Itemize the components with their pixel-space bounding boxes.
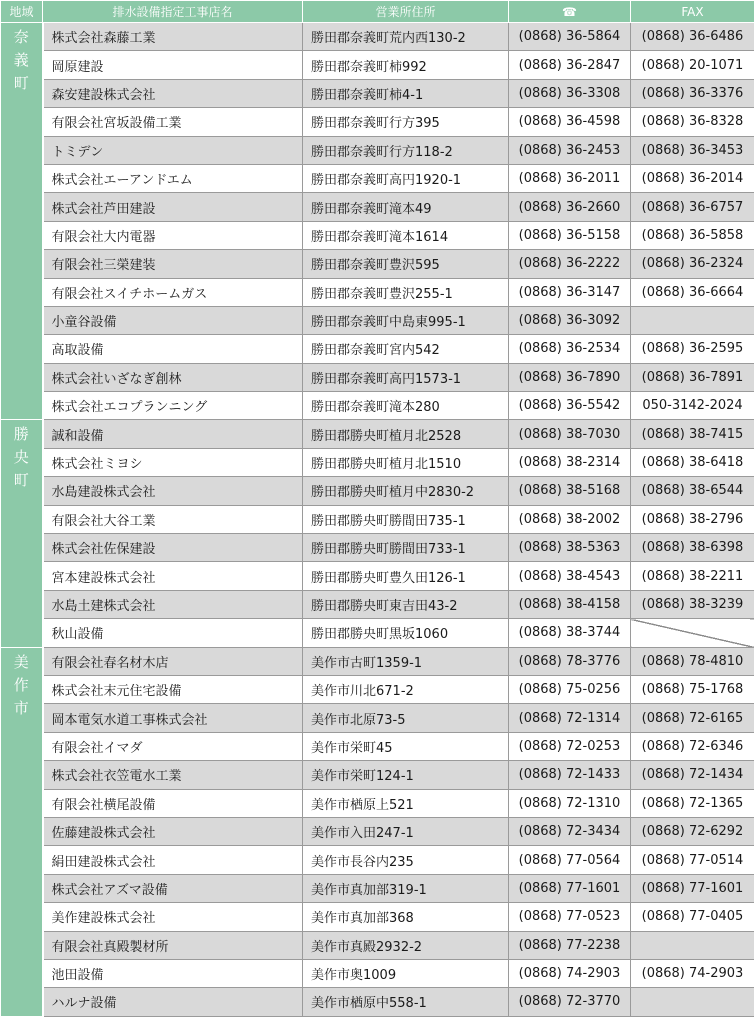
address-cell: 勝田郡奈義町行方395	[303, 108, 509, 136]
address-cell: 勝田郡奈義町高円1920-1	[303, 164, 509, 192]
address-cell: 勝田郡勝央町豊久田126-1	[303, 562, 509, 590]
company-name-cell: 誠和設備	[43, 420, 303, 448]
company-name-cell: 岡原建設	[43, 51, 303, 79]
region-cell	[1, 647, 43, 1016]
table-row	[1, 164, 754, 192]
address-cell: 勝田郡勝央町植月中2830-2	[303, 477, 509, 505]
company-name-cell: 森安建設株式会社	[43, 79, 303, 107]
phone-cell: (0868) 72-1310	[509, 789, 631, 817]
phone-cell: (0868) 77-2238	[509, 931, 631, 959]
table-row	[1, 562, 754, 590]
region-label: 美作市	[11, 653, 30, 723]
phone-cell: (0868) 36-2660	[509, 193, 631, 221]
table-row	[1, 619, 754, 647]
fax-cell: (0868) 38-2796	[631, 505, 754, 533]
company-name-cell: 株式会社エーアンドエム	[43, 164, 303, 192]
table-row	[1, 505, 754, 533]
address-cell: 勝田郡勝央町植月北1510	[303, 448, 509, 476]
address-cell: 勝田郡奈義町行方118-2	[303, 136, 509, 164]
region-header: 地域	[1, 1, 43, 23]
company-name-cell: 有限会社横尾設備	[43, 789, 303, 817]
company-name-cell: 岡本電気水道工事株式会社	[43, 704, 303, 732]
table-row	[1, 959, 754, 987]
company-name-cell: 小童谷設備	[43, 306, 303, 334]
fax-cell: (0868) 72-1434	[631, 761, 754, 789]
phone-cell: (0868) 36-2011	[509, 164, 631, 192]
phone-cell: (0868) 77-0564	[509, 846, 631, 874]
fax-cell: (0868) 77-0514	[631, 846, 754, 874]
table-row	[1, 704, 754, 732]
address-cell: 美作市楢原上521	[303, 789, 509, 817]
address-cell: 勝田郡勝央町勝間田733-1	[303, 534, 509, 562]
address-cell: 勝田郡勝央町東吉田43-2	[303, 590, 509, 618]
fax-cell: (0868) 36-3376	[631, 79, 754, 107]
address-cell: 美作市川北671-2	[303, 675, 509, 703]
phone-cell: (0868) 38-2314	[509, 448, 631, 476]
fax-cell: (0868) 77-0405	[631, 903, 754, 931]
region-cell	[1, 420, 43, 647]
address-header: 営業所住所	[303, 1, 509, 23]
table-row	[1, 903, 754, 931]
phone-cell: (0868) 72-3770	[509, 988, 631, 1016]
fax-cell: (0868) 36-2595	[631, 335, 754, 363]
fax-cell: (0868) 72-6165	[631, 704, 754, 732]
address-cell: 美作市長谷内235	[303, 846, 509, 874]
table-row	[1, 79, 754, 107]
address-cell: 勝田郡奈義町豊沢595	[303, 250, 509, 278]
company-name-cell: 株式会社衣笠電水工業	[43, 761, 303, 789]
phone-cell: (0868) 72-0253	[509, 732, 631, 760]
fax-cell-empty	[631, 931, 754, 959]
address-cell: 勝田郡奈義町高円1573-1	[303, 363, 509, 391]
phone-cell: (0868) 77-1601	[509, 874, 631, 902]
phone-cell: (0868) 38-7030	[509, 420, 631, 448]
table-row	[1, 590, 754, 618]
address-cell: 勝田郡奈義町滝本1614	[303, 221, 509, 249]
fax-cell: (0868) 38-3239	[631, 590, 754, 618]
address-cell: 美作市栄町45	[303, 732, 509, 760]
header-row	[1, 1, 754, 23]
company-name-cell: 株式会社ミヨシ	[43, 448, 303, 476]
fax-cell: (0868) 38-6398	[631, 534, 754, 562]
address-cell: 勝田郡奈義町滝本280	[303, 392, 509, 420]
region-cell	[1, 23, 43, 420]
fax-cell: (0868) 77-1601	[631, 874, 754, 902]
fax-cell: (0868) 36-8328	[631, 108, 754, 136]
phone-cell: (0868) 36-2222	[509, 250, 631, 278]
table-row	[1, 647, 754, 675]
phone-cell: (0868) 36-7890	[509, 363, 631, 391]
fax-cell: (0868) 38-6418	[631, 448, 754, 476]
table-body	[1, 23, 754, 1017]
company-name-cell: 有限会社大谷工業	[43, 505, 303, 533]
phone-cell: (0868) 36-5864	[509, 23, 631, 51]
address-cell: 美作市入田247-1	[303, 817, 509, 845]
address-cell: 勝田郡勝央町植月北2528	[303, 420, 509, 448]
phone-cell: (0868) 36-2847	[509, 51, 631, 79]
address-cell: 勝田郡勝央町勝間田735-1	[303, 505, 509, 533]
company-name-cell: 有限会社イマダ	[43, 732, 303, 760]
address-cell: 勝田郡奈義町滝本49	[303, 193, 509, 221]
table-row	[1, 108, 754, 136]
table-row	[1, 988, 754, 1016]
fax-cell: (0868) 72-6346	[631, 732, 754, 760]
phone-cell: (0868) 72-3434	[509, 817, 631, 845]
table-row	[1, 789, 754, 817]
address-cell: 美作市真殿2932-2	[303, 931, 509, 959]
phone-cell: (0868) 38-2002	[509, 505, 631, 533]
fax-cell: (0868) 78-4810	[631, 647, 754, 675]
table-row	[1, 136, 754, 164]
phone-cell: (0868) 72-1314	[509, 704, 631, 732]
phone-header	[509, 1, 631, 23]
fax-cell: (0868) 36-6664	[631, 278, 754, 306]
table-row	[1, 817, 754, 845]
phone-icon: ☎	[562, 4, 577, 19]
table-row	[1, 51, 754, 79]
table-row	[1, 448, 754, 476]
company-name-cell: 佐藤建設株式会社	[43, 817, 303, 845]
address-cell: 勝田郡奈義町中島東995-1	[303, 306, 509, 334]
address-cell: 美作市奥1009	[303, 959, 509, 987]
address-cell: 勝田郡勝央町黒坂1060	[303, 619, 509, 647]
fax-cell-empty	[631, 306, 754, 334]
address-cell: 勝田郡奈義町柿4-1	[303, 79, 509, 107]
address-cell: 美作市真加部319-1	[303, 874, 509, 902]
fax-cell: (0868) 36-3453	[631, 136, 754, 164]
company-name-cell: 株式会社末元住宅設備	[43, 675, 303, 703]
company-name-cell: 有限会社三榮建装	[43, 250, 303, 278]
table-row	[1, 874, 754, 902]
table-row	[1, 193, 754, 221]
fax-cell: (0868) 36-6757	[631, 193, 754, 221]
company-name-cell: 有限会社スイチホームガス	[43, 278, 303, 306]
phone-cell: (0868) 38-3744	[509, 619, 631, 647]
company-header: 排水設備指定工事店名	[43, 1, 303, 23]
address-cell: 美作市古町1359-1	[303, 647, 509, 675]
table-row	[1, 23, 754, 51]
phone-cell: (0868) 38-5168	[509, 477, 631, 505]
fax-cell: (0868) 75-1768	[631, 675, 754, 703]
phone-cell: (0868) 36-5158	[509, 221, 631, 249]
table-row	[1, 278, 754, 306]
company-name-cell: 宮本建設株式会社	[43, 562, 303, 590]
address-cell: 美作市栄町124-1	[303, 761, 509, 789]
phone-cell: (0868) 36-2534	[509, 335, 631, 363]
fax-cell: (0868) 38-7415	[631, 420, 754, 448]
address-cell: 勝田郡奈義町宮内542	[303, 335, 509, 363]
company-name-cell: 有限会社宮坂設備工業	[43, 108, 303, 136]
fax-cell: (0868) 38-2211	[631, 562, 754, 590]
phone-cell: (0868) 36-3092	[509, 306, 631, 334]
table-row	[1, 761, 754, 789]
fax-cell-empty	[631, 988, 754, 1016]
address-cell: 勝田郡奈義町荒内西130-2	[303, 23, 509, 51]
company-name-cell: 株式会社エコプランニング	[43, 392, 303, 420]
phone-cell: (0868) 36-3147	[509, 278, 631, 306]
address-cell: 美作市北原73-5	[303, 704, 509, 732]
fax-cell: (0868) 20-1071	[631, 51, 754, 79]
region-label: 奈義町	[11, 29, 30, 98]
fax-cell: (0868) 36-6486	[631, 23, 754, 51]
company-name-cell: 有限会社大内電器	[43, 221, 303, 249]
company-name-cell: 池田設備	[43, 959, 303, 987]
fax-cell: (0868) 38-6544	[631, 477, 754, 505]
address-cell: 勝田郡奈義町豊沢255-1	[303, 278, 509, 306]
phone-cell: (0868) 38-5363	[509, 534, 631, 562]
table-row	[1, 931, 754, 959]
address-cell: 勝田郡奈義町柿992	[303, 51, 509, 79]
address-cell: 美作市楢原中558-1	[303, 988, 509, 1016]
phone-cell: (0868) 74-2903	[509, 959, 631, 987]
company-name-cell: 株式会社アズマ設備	[43, 874, 303, 902]
fax-cell: (0868) 74-2903	[631, 959, 754, 987]
company-name-cell: 水島土建株式会社	[43, 590, 303, 618]
address-cell: 美作市真加部368	[303, 903, 509, 931]
fax-cell-empty	[631, 619, 754, 647]
company-name-cell: ハルナ設備	[43, 988, 303, 1016]
phone-cell: (0868) 77-0523	[509, 903, 631, 931]
table-row	[1, 221, 754, 249]
table-row	[1, 420, 754, 448]
company-name-cell: 株式会社いざなぎ創林	[43, 363, 303, 391]
table-row	[1, 534, 754, 562]
company-name-cell: 秋山設備	[43, 619, 303, 647]
phone-cell: (0868) 36-5542	[509, 392, 631, 420]
phone-cell: (0868) 36-4598	[509, 108, 631, 136]
phone-cell: (0868) 36-3308	[509, 79, 631, 107]
company-name-cell: トミデン	[43, 136, 303, 164]
fax-cell: (0868) 36-2324	[631, 250, 754, 278]
phone-cell: (0868) 78-3776	[509, 647, 631, 675]
table-row	[1, 732, 754, 760]
company-name-cell: 水島建設株式会社	[43, 477, 303, 505]
company-name-cell: 絹田建設株式会社	[43, 846, 303, 874]
phone-cell: (0868) 36-2453	[509, 136, 631, 164]
company-name-cell: 株式会社芦田建設	[43, 193, 303, 221]
fax-cell: 050-3142-2024	[631, 392, 754, 420]
table-row	[1, 250, 754, 278]
fax-cell: (0868) 36-5858	[631, 221, 754, 249]
phone-cell: (0868) 38-4543	[509, 562, 631, 590]
table-row	[1, 846, 754, 874]
company-name-cell: 有限会社春名材木店	[43, 647, 303, 675]
table-row	[1, 335, 754, 363]
phone-cell: (0868) 72-1433	[509, 761, 631, 789]
company-name-cell: 美作建設株式会社	[43, 903, 303, 931]
table-row	[1, 363, 754, 391]
fax-cell: (0868) 72-6292	[631, 817, 754, 845]
table-row	[1, 477, 754, 505]
phone-cell: (0868) 38-4158	[509, 590, 631, 618]
table-row	[1, 675, 754, 703]
company-name-cell: 株式会社佐保建設	[43, 534, 303, 562]
fax-header: FAX	[631, 1, 754, 23]
fax-cell: (0868) 72-1365	[631, 789, 754, 817]
fax-cell: (0868) 36-7891	[631, 363, 754, 391]
region-label: 勝央町	[11, 426, 30, 496]
company-name-cell: 高取設備	[43, 335, 303, 363]
company-name-cell: 有限会社真殿製材所	[43, 931, 303, 959]
company-name-cell: 株式会社森藤工業	[43, 23, 303, 51]
table-row	[1, 306, 754, 334]
phone-cell: (0868) 75-0256	[509, 675, 631, 703]
table-row	[1, 392, 754, 420]
fax-cell: (0868) 36-2014	[631, 164, 754, 192]
